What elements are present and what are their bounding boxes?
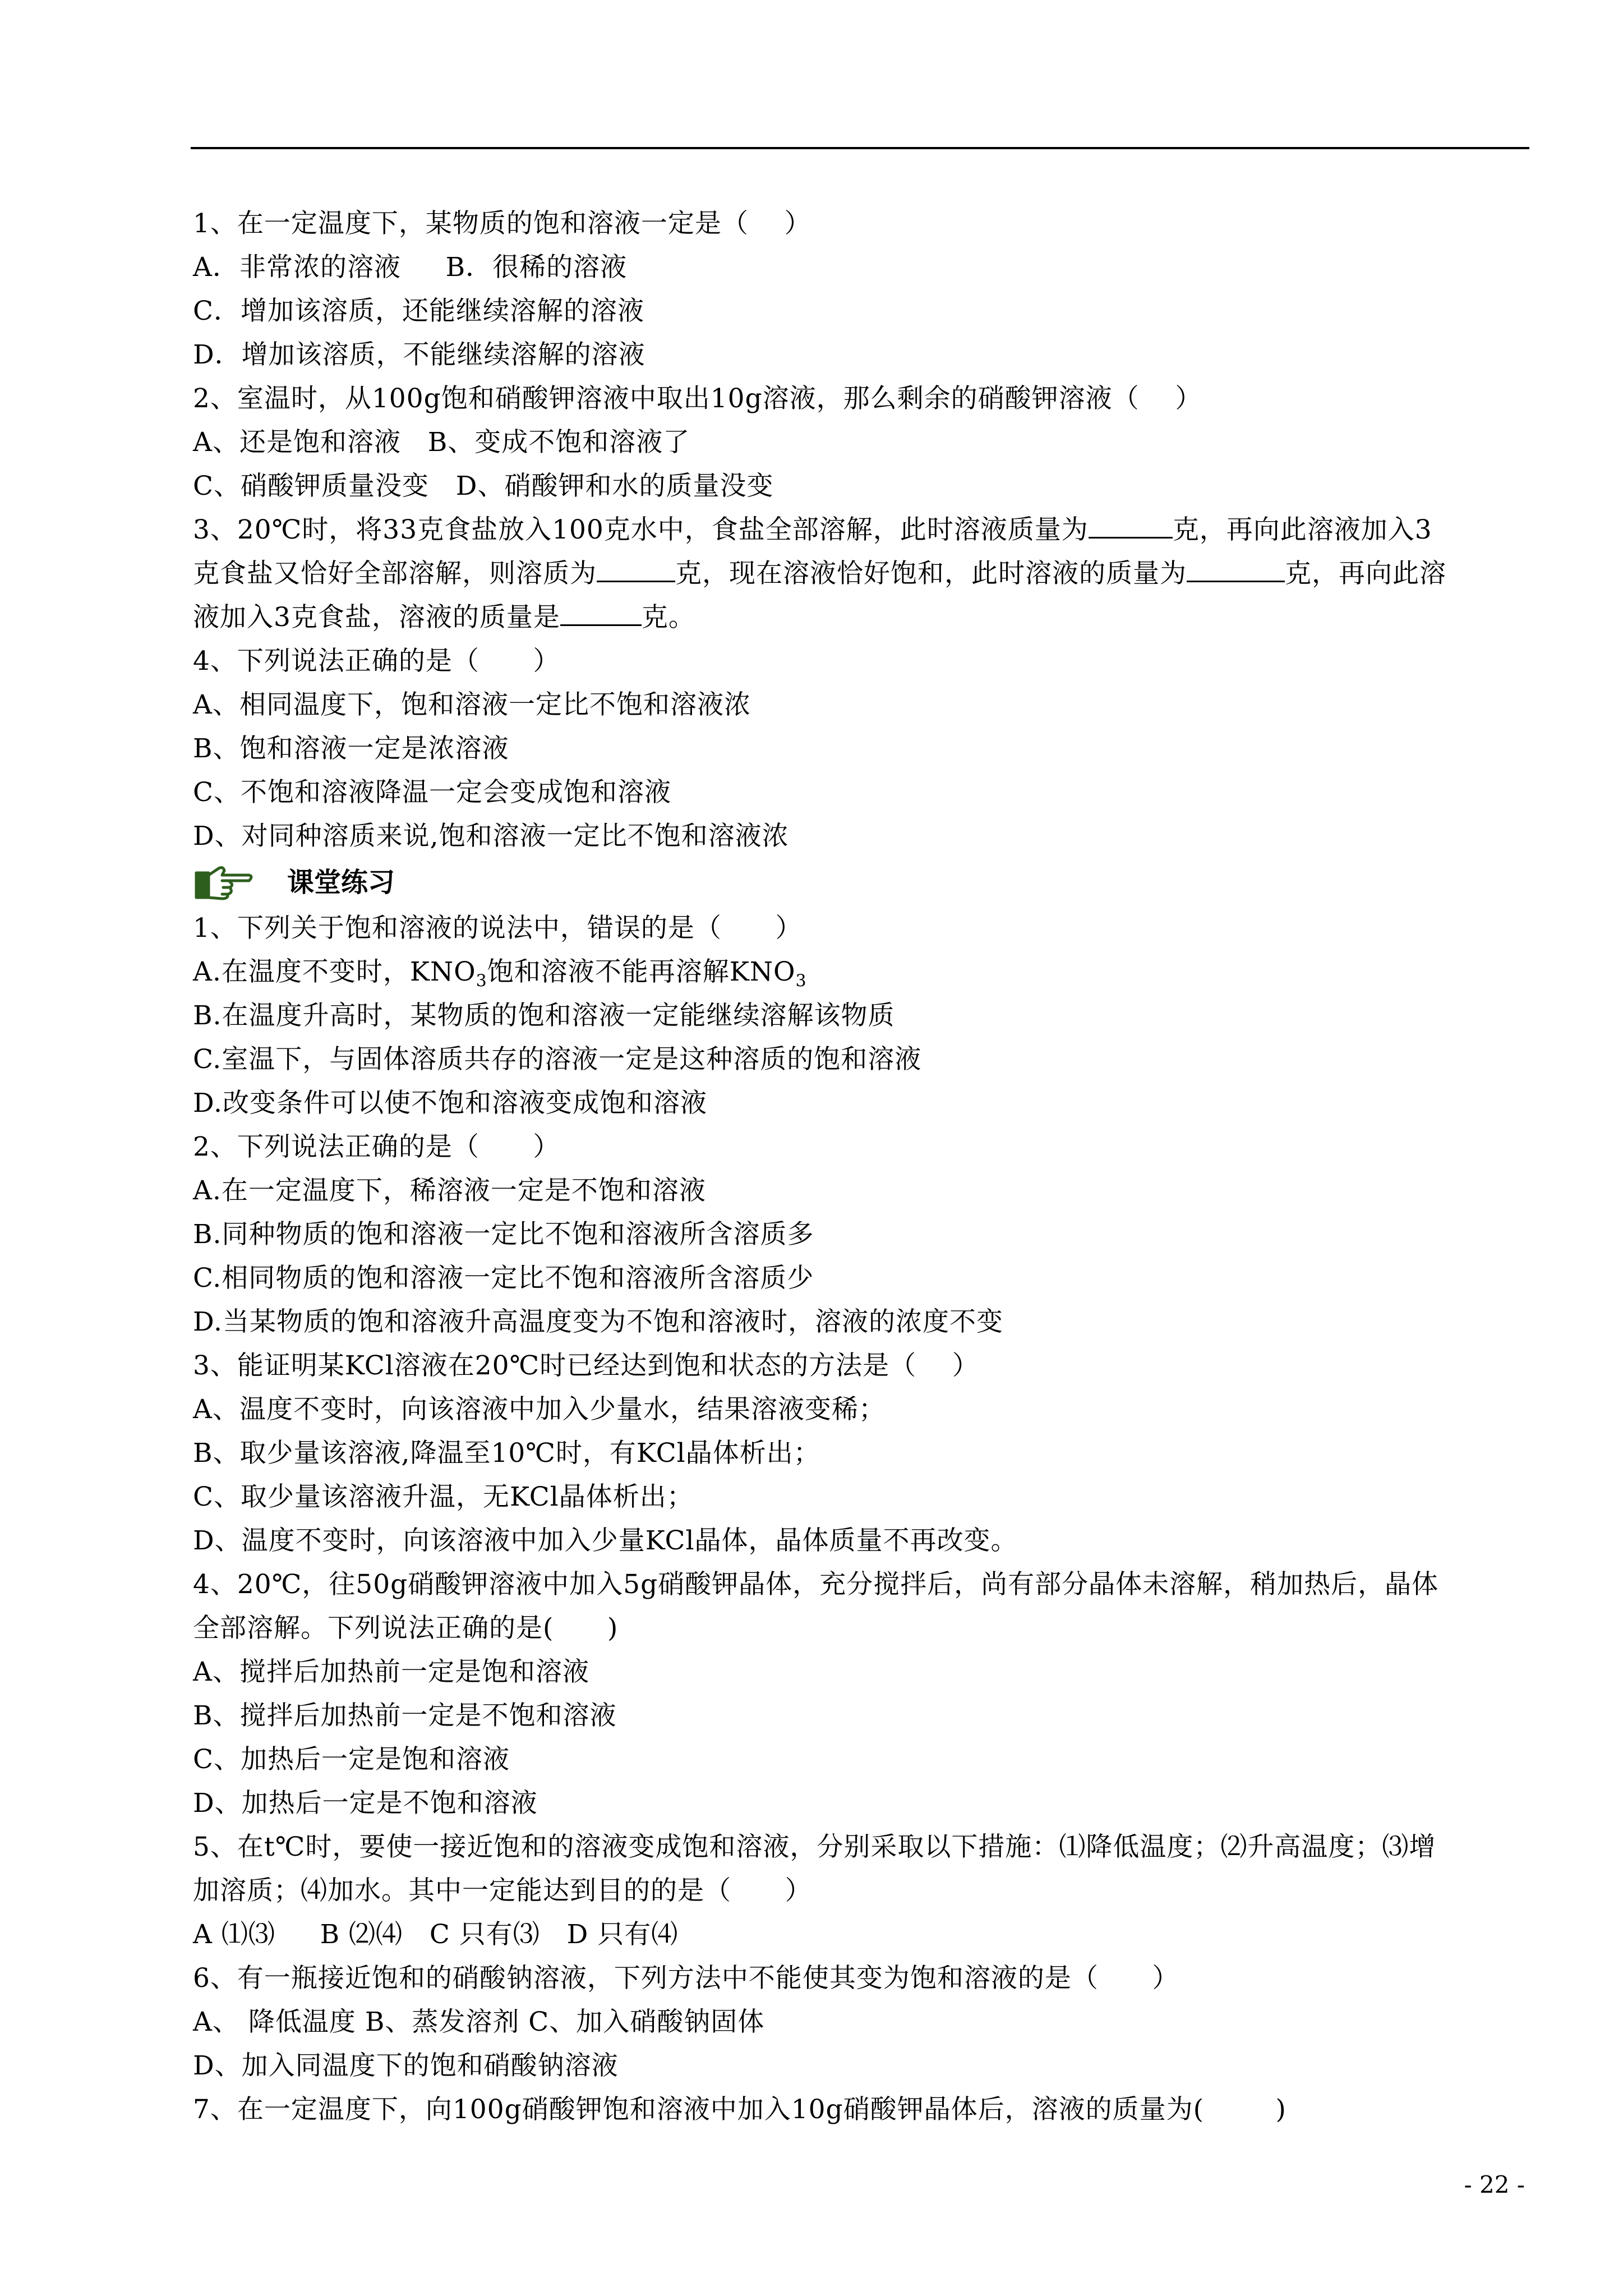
- text-line: A ⑴⑶ B ⑵⑷ C 只有⑶ D 只有⑷: [193, 1919, 679, 1950]
- text-line: D．增加该溶质，不能继续溶解的溶液: [193, 339, 645, 370]
- text-line: B、取少量该溶液,降温至10℃时，有KCl晶体析出；: [193, 1438, 820, 1469]
- text-segment: 3、20℃时，将33克食盐放入100克水中，食盐全部溶解，此时溶液质量为: [193, 514, 1089, 545]
- text-line: C.室温下，与固体溶质共存的溶液一定是这种溶质的饱和溶液: [193, 1044, 922, 1075]
- text-line: A、相同温度下，饱和溶液一定比不饱和溶液浓: [193, 689, 751, 720]
- text-line: C、硝酸钾质量没变 D、硝酸钾和水的质量没变: [193, 471, 774, 501]
- text-line: 全部溶解。下列说法正确的是( ): [193, 1613, 619, 1644]
- text-line: 2、下列说法正确的是（ ）: [193, 1131, 560, 1162]
- text-line: A．非常浓的溶液 B．很稀的溶液: [193, 252, 628, 283]
- text-line: D.当某物质的饱和溶液升高温度变为不饱和溶液时，溶液的浓度不变: [193, 1306, 1003, 1337]
- fill-blank[interactable]: [1187, 556, 1285, 582]
- text-line: 6、有一瓶接近饱和的硝酸钠溶液，下列方法中不能使其变为饱和溶液的是（ ）: [193, 1963, 1179, 1994]
- text-line: A、搅拌后加热前一定是饱和溶液: [193, 1657, 589, 1687]
- text-line: C.相同物质的饱和溶液一定比不饱和溶液所含溶质少: [193, 1263, 814, 1294]
- text-segment: 克食盐又恰好全部溶解，则溶质为: [193, 558, 597, 589]
- text-segment: 克，现在溶液恰好饱和，此时溶液的质量为: [675, 558, 1187, 589]
- text-line: C、取少量该溶液升温，无KCl晶体析出；: [193, 1481, 694, 1512]
- question-4: [193, 639, 1530, 858]
- subscript: 3: [795, 971, 807, 991]
- text-line: [193, 552, 1530, 596]
- text-line: 2、室温时，从100g饱和硝酸钾溶液中取出10g溶液，那么剩余的硝酸钾溶液（ ）: [193, 383, 1202, 414]
- text-line: A、 降低温度 B、蒸发溶剂 C、加入硝酸钠固体: [193, 2007, 765, 2037]
- text-line: C、不饱和溶液降温一定会变成饱和溶液: [193, 777, 671, 808]
- text-line: 4、下列说法正确的是（ ）: [193, 646, 560, 677]
- page-number: - 22 -: [1464, 2171, 1525, 2198]
- text-line: [193, 596, 1530, 639]
- text-line: C．增加该溶质，还能继续溶解的溶液: [193, 296, 644, 326]
- text-line: B、搅拌后加热前一定是不饱和溶液: [193, 1700, 617, 1731]
- text-line: 1、在一定温度下，某物质的饱和溶液一定是（ ）: [193, 208, 811, 239]
- text-line: 加溶质；⑷加水。其中一定能达到目的的是（ ）: [193, 1875, 812, 1906]
- section-title: 课堂练习: [287, 867, 395, 898]
- text-segment: 液加入3克食盐，溶液的质量是: [193, 602, 560, 633]
- fill-blank[interactable]: [560, 600, 642, 626]
- text-line: D.改变条件可以使不饱和溶液变成饱和溶液: [193, 1088, 707, 1119]
- text-segment: 克，再向此溶液加入3: [1172, 514, 1432, 545]
- text-line: 5、在t℃时，要使一接近饱和的溶液变成饱和溶液，分别采取以下措施：⑴降低温度；⑵升高温度；⑶增: [193, 1832, 1436, 1862]
- subscript: 3: [476, 971, 487, 991]
- text-line: A.在一定温度下，稀溶液一定是不饱和溶液: [193, 1175, 706, 1206]
- text-line: [193, 508, 1530, 552]
- text-segment: 克，再向此溶: [1285, 558, 1446, 589]
- text-line: 7、在一定温度下，向100g硝酸钾饱和溶液中加入10g硝酸钾晶体后，溶液的质量为( ): [193, 2094, 1287, 2125]
- header-rule: [191, 147, 1529, 149]
- text-line: D、对同种溶质来说,饱和溶液一定比不饱和溶液浓: [193, 821, 789, 852]
- question-3: [193, 508, 1530, 639]
- text-line: B.同种物质的饱和溶液一定比不饱和溶液所含溶质多: [193, 1219, 814, 1250]
- text-line: D、加热后一定是不饱和溶液: [193, 1788, 538, 1819]
- practice-questions: [193, 907, 1530, 2132]
- page-content: [193, 202, 1530, 2132]
- text-line: D、温度不变时，向该溶液中加入少量KCl晶体，晶体质量不再改变。: [193, 1525, 1018, 1556]
- pre-questions: [193, 202, 1530, 508]
- text-line: 1、下列关于饱和溶液的说法中，错误的是（ ）: [193, 913, 803, 944]
- fill-blank[interactable]: [597, 556, 675, 582]
- text-segment: 饱和溶液不能再溶解KNO: [487, 956, 796, 987]
- text-line: B.在温度升高时，某物质的饱和溶液一定能继续溶解该物质: [193, 1000, 895, 1031]
- text-line: 4、20℃，往50g硝酸钾溶液中加入5g硝酸钾晶体，充分搅拌后，尚有部分晶体未溶解，稍加热后，晶体: [193, 1569, 1439, 1600]
- pointing-hand-icon: [194, 863, 256, 902]
- fill-blank[interactable]: [1089, 512, 1173, 539]
- text-line: D、加入同温度下的饱和硝酸钠溶液: [193, 2050, 619, 2081]
- text-line: A、还是饱和溶液 B、变成不饱和溶液了: [193, 427, 690, 458]
- text-line: 3、能证明某KCl溶液在20℃时已经达到饱和状态的方法是（ ）: [193, 1350, 979, 1381]
- text-line: A、温度不变时，向该溶液中加入少量水，结果溶液变稀；: [193, 1394, 886, 1425]
- text-line: B、饱和溶液一定是浓溶液: [193, 733, 509, 764]
- text-line: [193, 950, 1530, 994]
- text-segment: A.在温度不变时，KNO: [193, 956, 476, 987]
- text-line: C、加热后一定是饱和溶液: [193, 1744, 510, 1775]
- section-header: [193, 858, 1530, 907]
- text-segment: 克。: [641, 602, 695, 633]
